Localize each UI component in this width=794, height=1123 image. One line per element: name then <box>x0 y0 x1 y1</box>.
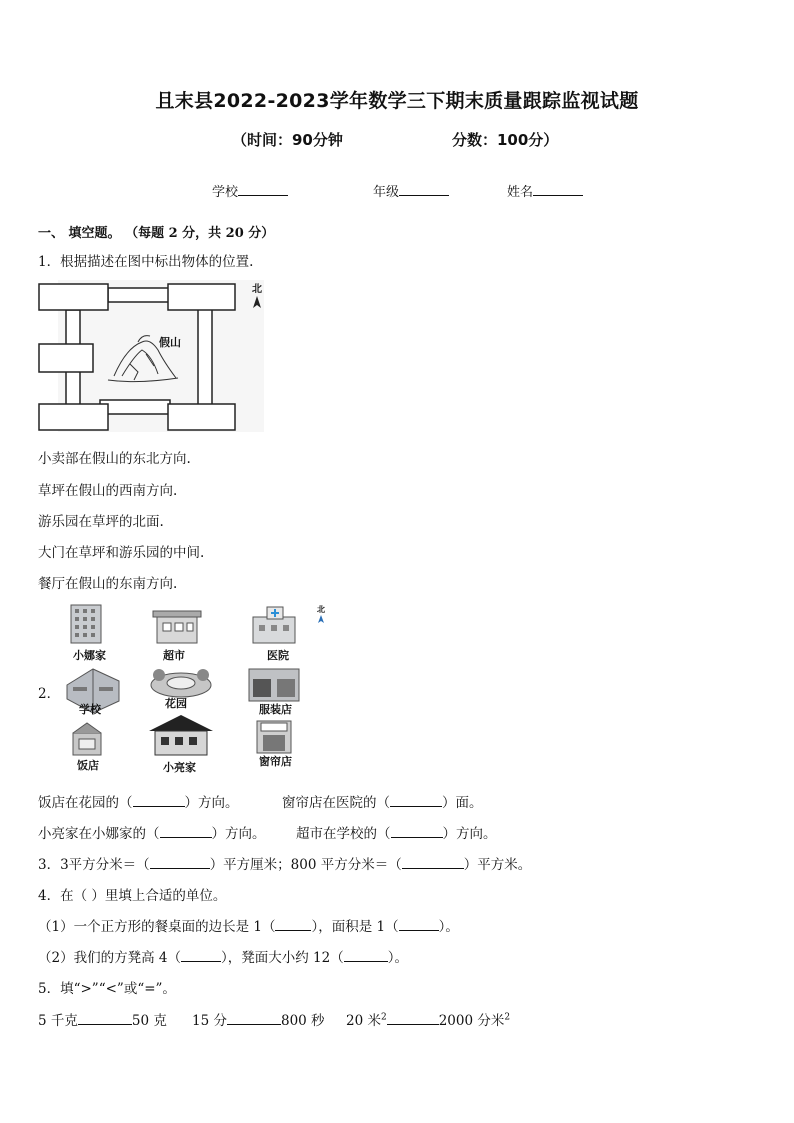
q1-map[interactable] <box>38 280 264 432</box>
school-blank[interactable] <box>238 182 288 196</box>
map-box-top-right[interactable] <box>168 284 235 310</box>
q2-blank-4[interactable] <box>391 825 443 838</box>
q1-line-5: 餐厅在假山的东南方向. <box>38 576 178 592</box>
q5-stem: 5．填“>”“<”或“=”。 <box>38 981 176 997</box>
exam-time: （时间：90分钟 <box>232 131 343 149</box>
svg-text:北: 北 <box>317 605 325 614</box>
house-icon <box>149 715 213 755</box>
map-box-bottom-left[interactable] <box>39 404 108 430</box>
label-school: 学校 <box>79 703 101 716</box>
name-label: 姓名 <box>507 185 534 200</box>
north-arrow-icon <box>317 604 325 623</box>
label-hospital: 医院 <box>267 649 289 662</box>
garden-icon <box>151 669 211 697</box>
supermarket-icon <box>153 611 201 643</box>
name-blank[interactable] <box>533 182 583 196</box>
q1-line-1: 小卖部在假山的东北方向. <box>38 451 191 467</box>
curtain-store-icon <box>257 721 291 753</box>
map-box-top-left[interactable] <box>39 284 108 310</box>
q2-number: 2． <box>38 686 61 702</box>
label-restaurant: 饭店 <box>77 759 99 772</box>
q1-line-3: 游乐园在草坪的北面. <box>38 514 164 530</box>
q5-compare-2: 15 分 800 秒 <box>192 1013 325 1029</box>
q5-compare-1: 5 千克 50 克 <box>38 1013 167 1029</box>
q5-compare-3: 20 米$^2$ 2000 分米$^2$ <box>346 1012 511 1029</box>
name-field[interactable] <box>507 181 583 200</box>
q2-line-2: 小亮家在小娜家的（ ）方向。 <box>38 826 266 842</box>
label-curtain-store: 窗帘店 <box>259 755 292 768</box>
q4-blank-3[interactable] <box>181 949 221 962</box>
q2-line-1: 饭店在花园的（ ）方向。 <box>38 795 239 811</box>
section-heading <box>38 222 274 241</box>
q2-blank-1[interactable] <box>133 794 185 807</box>
svg-text:北: 北 <box>252 284 262 295</box>
label-xiaoliang-home: 小亮家 <box>163 761 196 774</box>
section-title: 一、 填空题。 <box>38 226 121 241</box>
q2-place-map <box>63 603 333 775</box>
q1-line-2: 草坪在假山的西南方向. <box>38 483 178 499</box>
clothing-store-icon <box>249 669 299 701</box>
rockery-label: 假山 <box>159 336 181 349</box>
q4-blank-4[interactable] <box>344 949 388 962</box>
map-box-bottom-right[interactable] <box>168 404 235 430</box>
restaurant-icon <box>73 723 101 755</box>
q5-blank-1[interactable] <box>78 1012 132 1025</box>
grade-field[interactable] <box>373 181 449 200</box>
school-field[interactable] <box>212 181 288 200</box>
q2-blank-3[interactable] <box>160 825 212 838</box>
q5-blank-3[interactable] <box>387 1012 439 1025</box>
page-title: 且末县2022-2023学年数学三下期末质量跟踪监视试题 <box>155 90 639 112</box>
q2-blank-2[interactable] <box>390 794 442 807</box>
q3-line: 3．3平方分米＝（ ）平方厘米；800 平方分米＝（ ）平方米。 <box>38 857 532 873</box>
q4-line-1: （1）一个正方形的餐桌面的边长是 1（ ），面积是 1（ ）。 <box>38 919 459 935</box>
hospital-icon <box>253 607 295 643</box>
q2-line-1b: 窗帘店在医院的（ ）面。 <box>282 795 483 811</box>
q4-blank-2[interactable] <box>399 918 439 931</box>
exam-score: 分数：100分） <box>452 131 559 149</box>
label-clothing-store: 服装店 <box>259 703 292 716</box>
label-supermarket: 超市 <box>163 649 185 662</box>
q3-blank-1[interactable] <box>150 856 210 869</box>
q3-blank-2[interactable] <box>402 856 464 869</box>
q1-stem: 1．根据描述在图中标出物体的位置. <box>38 254 254 270</box>
map-box-middle-left[interactable] <box>39 344 93 372</box>
grade-blank[interactable] <box>399 182 449 196</box>
apartment-building-icon <box>71 605 101 643</box>
label-garden: 花园 <box>165 697 187 710</box>
grade-label: 年级 <box>373 185 400 200</box>
q4-stem: 4．在（ ）里填上合适的单位。 <box>38 888 227 904</box>
q2-line-2b: 超市在学校的（ ）方向。 <box>296 826 497 842</box>
section-points: （每题 2 分，共 20 分） <box>125 226 275 241</box>
q4-blank-1[interactable] <box>275 918 311 931</box>
q4-line-2: （2）我们的方凳高 4（ ），凳面大小约 12（ ）。 <box>38 950 408 966</box>
q1-line-4: 大门在草坪和游乐园的中间. <box>38 545 205 561</box>
school-label: 学校 <box>212 185 239 200</box>
label-xiaona-home: 小娜家 <box>73 649 106 662</box>
q5-blank-2[interactable] <box>227 1012 281 1025</box>
